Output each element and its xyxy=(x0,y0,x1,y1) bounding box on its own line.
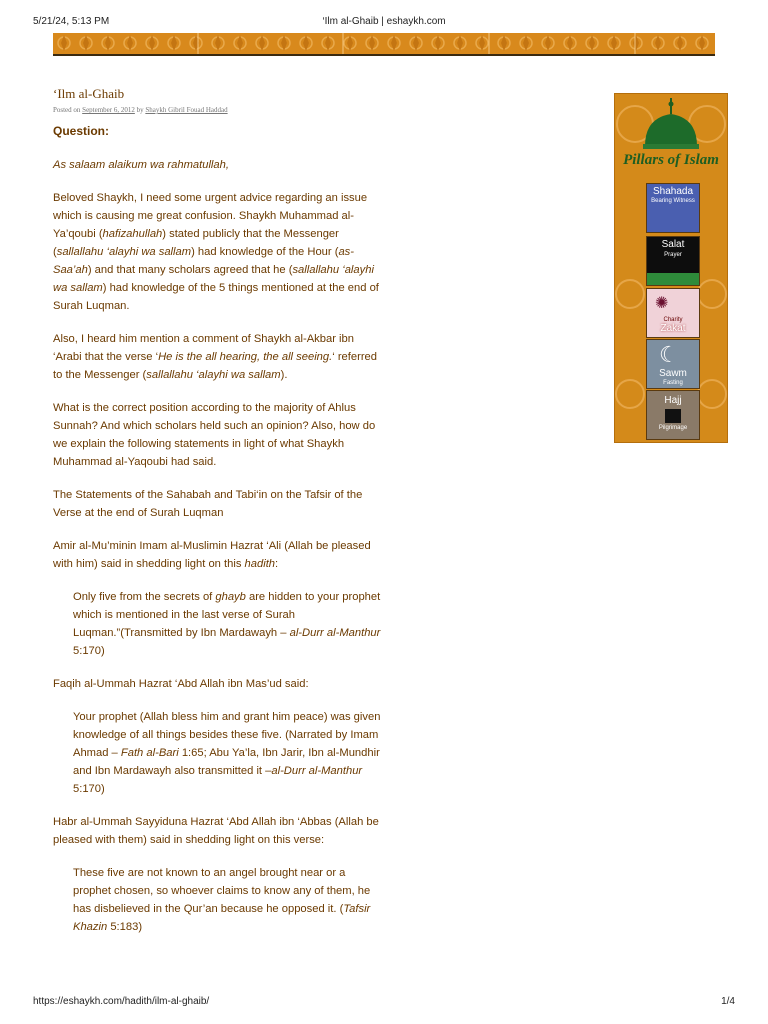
kaaba-icon xyxy=(665,409,681,423)
text-run: : xyxy=(275,558,279,570)
mosque-silhouette-icon xyxy=(647,273,699,285)
post-content xyxy=(53,86,383,951)
post-title: ‘Ilm al-Ghaib xyxy=(53,86,125,101)
quote-1 xyxy=(73,588,383,660)
print-url: https://eshaykh.com/hadith/ilm-al-ghaib/ xyxy=(33,996,210,1007)
pillar-label: Shahada xyxy=(652,186,694,197)
italic-run: hafizahullah xyxy=(102,228,163,240)
ad-title: Pillars of Islam xyxy=(623,152,719,168)
print-datetime: 5/21/24, 5:13 PM xyxy=(33,16,110,27)
text-run: 5:170) xyxy=(73,645,105,657)
pillar-sub: Pilgrimage xyxy=(658,425,688,431)
italic-run: Tafsir Khazin xyxy=(73,903,371,933)
quote-2 xyxy=(73,708,383,798)
text-run: ) stated publicly that the Messenger ( xyxy=(53,228,339,258)
pillar-hajj[interactable] xyxy=(646,390,700,440)
text-run: ). xyxy=(280,369,288,381)
text-run: Your prophet (Allah bless him and grant him peace) was given knowledge of all things besides these five. (Narrated by Imam Ahmad – xyxy=(73,711,381,759)
site-banner[interactable] xyxy=(53,33,715,56)
paragraph-4: The Statements of the Sahabah and Tabi‘in on the Tafsir of the Verse at the end of Surah Luqman xyxy=(53,489,363,519)
post-date-link[interactable]: September 6, 2012 xyxy=(82,106,135,114)
text-run: ) had knowledge of the Hour ( xyxy=(191,246,339,258)
question-heading: Question: xyxy=(53,124,109,138)
pillars-of-islam-ad[interactable] xyxy=(614,93,728,443)
salaam-text: As salaam alaikum wa rahmatullah, xyxy=(53,159,229,171)
pillar-sub: Bearing Witness xyxy=(651,198,695,204)
italic-run: sallallahu ‘alayhi wa sallam xyxy=(56,246,192,258)
pillar-label: Hajj xyxy=(664,395,682,406)
post-meta xyxy=(53,106,383,114)
text-run: 1:65; Abu Ya’la, Ibn Jarir, Ibn al-Mundhir and Ibn Mardawayh also transmitted it – xyxy=(73,747,380,777)
pillar-sawm[interactable] xyxy=(646,339,700,389)
pillar-sub: Fasting xyxy=(663,380,683,386)
text-run: 5:170) xyxy=(73,783,105,795)
text-run: ) had knowledge of the 5 things mentioned at the end of Surah Luqman. xyxy=(53,282,379,312)
quote-3 xyxy=(73,864,383,936)
italic-run: al-Durr al-Manthur xyxy=(289,627,381,639)
pillar-label: Zakat xyxy=(660,323,686,334)
pillar-sub: Prayer xyxy=(664,252,682,258)
text-run: Only five from the secrets of xyxy=(73,591,216,603)
text-run: These five are not known to an angel brought near or a prophet chosen, so whoever claims to know any of them, he has disbelieved in the Qur’an because he opposed it. ( xyxy=(73,867,371,915)
paragraph-1 xyxy=(53,189,383,315)
print-header xyxy=(33,16,735,30)
italic-run: Fath al-Bari xyxy=(120,747,179,759)
text-run: are hidden to your prophet which is mentioned in the last verse of Surah Luqman.”(Transmitted by Ibn Mardawayh – xyxy=(73,591,381,639)
arabic-calligraphy-icon: ✺ xyxy=(655,295,669,312)
italic-run: al-Durr al-Manthur xyxy=(271,765,363,777)
italic-run: hadith xyxy=(244,558,276,570)
print-footer xyxy=(33,996,735,1010)
paragraph-2 xyxy=(53,330,383,384)
paragraph-6: Faqih al-Ummah Hazrat ‘Abd Allah ibn Mas’ud said: xyxy=(53,678,309,690)
print-title: ‘Ilm al-Ghaib | eshaykh.com xyxy=(322,16,446,27)
text-run: Also, I heard him mention a comment of Shaykh al-Akbar ibn ‘Arabi that the verse ‘ xyxy=(53,333,354,363)
paragraph-7: Habr al-Ummah Sayyiduna Hazrat ‘Abd Allah ibn ‘Abbas (Allah be pleased with them) said in shedding light on this verse: xyxy=(53,816,379,846)
author-link[interactable]: Shaykh Gibril Fouad Haddad xyxy=(145,106,228,114)
salaam-paragraph xyxy=(53,156,383,174)
crescent-moon-icon: ☾ xyxy=(659,342,679,367)
text-run: Amir al-Mu’minin Imam al-Muslimin Hazrat ‘Ali (Allah be pleased with him) said in shedding light on this xyxy=(53,540,371,570)
italic-run: as-Saa’ah xyxy=(53,246,354,276)
banner-pattern xyxy=(53,33,715,54)
mosque-dome-icon xyxy=(615,94,727,154)
by-label: by xyxy=(136,106,144,114)
italic-run: ghayb xyxy=(215,591,246,603)
italic-run: He is the all hearing, the all seeing. xyxy=(158,351,333,363)
posted-on-label: Posted on xyxy=(53,106,81,114)
pillar-label: Sawm xyxy=(659,368,687,379)
pillar-salat[interactable] xyxy=(646,236,700,286)
text-run: ) and that many scholars agreed that he ( xyxy=(87,264,293,276)
pillar-sub: Charity xyxy=(663,317,683,323)
pillar-zakat[interactable] xyxy=(646,288,700,338)
pillar-shahada[interactable] xyxy=(646,183,700,233)
paragraph-3: What is the correct position according to the majority of Ahlus Sunnah? And which scholars held such an opinion? Also, how do we explain the following statements in light of what Shaykh Muhammad al-Yaqoubi had said. xyxy=(53,402,376,468)
italic-run: sallallahu ‘alayhi wa sallam xyxy=(146,369,281,381)
print-page-number: 1/4 xyxy=(721,996,735,1007)
pillar-label: Salat xyxy=(661,239,685,250)
text-run: Beloved Shaykh, I need some urgent advice regarding an issue which is causing me great confusion. Shaykh Muhammad al-Ya’qoubi ( xyxy=(53,192,368,240)
italic-run: sallallahu ‘alayhi wa sallam xyxy=(53,264,374,294)
text-run: ‘ referred to the Messenger ( xyxy=(53,351,378,381)
paragraph-5 xyxy=(53,537,383,573)
text-run: 5:183) xyxy=(107,921,143,933)
